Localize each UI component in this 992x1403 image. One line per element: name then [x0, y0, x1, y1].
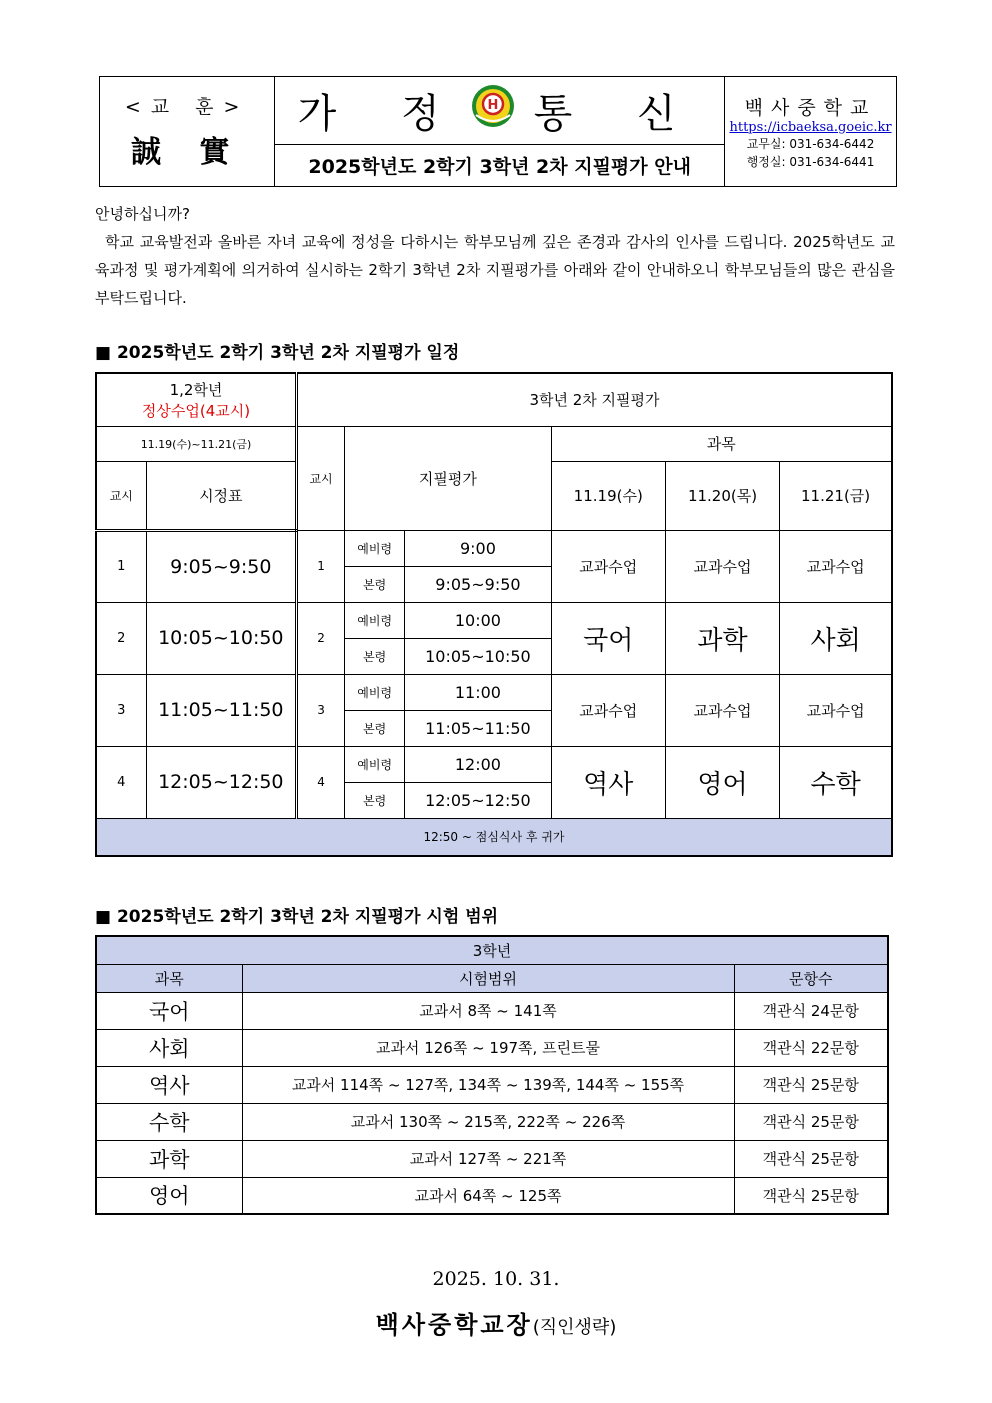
schedule-row [96, 602, 892, 638]
subject-cell: 교과수업 [780, 674, 892, 746]
scope-table [95, 935, 889, 1215]
scope-header-count: 문항수 [734, 964, 888, 992]
scope-section-title: ■ 2025학년도 2학기 3학년 2차 지필평가 시험 범위 [95, 907, 499, 927]
subject-cell: 국어 [551, 602, 665, 674]
g12-time: 11:05~11:50 [146, 674, 296, 746]
subject-cell: 교과수업 [780, 530, 892, 602]
scope-count: 객관식 25문항 [734, 1177, 888, 1214]
header-table [99, 76, 897, 187]
timetable-header: 시정표 [146, 461, 296, 530]
g12-note: 정상수업(4교시) [141, 401, 251, 420]
school-name: 백사중학교 [744, 96, 877, 119]
scope-range: 교과서 130쪽 ~ 215쪽, 222쪽 ~ 226쪽 [242, 1103, 734, 1140]
intro [95, 200, 895, 312]
motto-cell [100, 77, 275, 187]
main-time: 9:05~9:50 [405, 566, 551, 602]
g12-time: 12:05~12:50 [146, 746, 296, 818]
subject-cell: 영어 [665, 746, 779, 818]
subject-cell: 교과수업 [665, 530, 779, 602]
g12-period: 2 [96, 602, 146, 674]
subtitle: 2025학년도 2학기 3학년 2차 지필평가 안내 [275, 145, 725, 187]
subject-cell: 교과수업 [665, 674, 779, 746]
g3-title: 3학년 2차 지필평가 [297, 373, 893, 426]
scope-subject: 사회 [96, 1029, 242, 1066]
g3-period: 3 [297, 674, 345, 746]
subject-cell: 과학 [665, 602, 779, 674]
greeting: 안녕하십니까? [95, 205, 190, 223]
schedule-table [95, 372, 893, 857]
g12-period: 4 [96, 746, 146, 818]
g12-header [96, 373, 297, 426]
scope-header-range: 시험범위 [242, 964, 734, 992]
intro-body: 학교 교육발전과 올바른 자녀 교육에 정성을 다하시는 학부모님께 깊은 존경과 감사의 인사를 드립니다. 2025학년도 교육과정 및 평가계획에 의거하여 실시하는 2학기 3학년 2차 지필평가를 아래와 같이 안내하오니 학부모님들의 많은 관심을 부탁드립니다. [95, 233, 895, 307]
school-logo-icon [470, 83, 516, 139]
main-label: 본령 [345, 710, 405, 746]
scope-count: 객관식 25문항 [734, 1103, 888, 1140]
tel-admin: 행정실: 031-634-6441 [746, 154, 875, 169]
g12-period: 1 [96, 530, 146, 602]
main-label: 본령 [345, 638, 405, 674]
g12-dates: 11.19(수)~11.21(금) [96, 426, 297, 461]
signature: 백사중학교장 [375, 1310, 533, 1339]
schedule-row [96, 530, 892, 566]
prep-time: 9:00 [405, 530, 551, 566]
subject-cell: 역사 [551, 746, 665, 818]
title-right: 통 신 [533, 91, 702, 137]
subjects-header: 과목 [551, 426, 892, 461]
subject-cell: 교과수업 [551, 530, 665, 602]
prep-time: 10:00 [405, 602, 551, 638]
school-info-cell [725, 77, 897, 187]
scope-subject: 국어 [96, 992, 242, 1029]
table-row [96, 1177, 888, 1214]
day-3: 11.21(금) [780, 461, 892, 530]
day-1: 11.19(수) [551, 461, 665, 530]
schedule-row [96, 746, 892, 782]
exam-header: 지필평가 [345, 426, 552, 530]
table-row [96, 992, 888, 1029]
g12-period: 3 [96, 674, 146, 746]
scope-range: 교과서 126쪽 ~ 197쪽, 프린트물 [242, 1029, 734, 1066]
day-2: 11.20(목) [665, 461, 779, 530]
prep-label: 예비령 [345, 602, 405, 638]
main-time: 11:05~11:50 [405, 710, 551, 746]
main-label: 본령 [345, 566, 405, 602]
scope-subject: 수학 [96, 1103, 242, 1140]
issue-date: 2025. 10. 31. [432, 1268, 560, 1290]
subject-cell: 사회 [780, 602, 892, 674]
prep-time: 12:00 [405, 746, 551, 782]
scope-subject: 영어 [96, 1177, 242, 1214]
prep-time: 11:00 [405, 674, 551, 710]
scope-range: 교과서 127쪽 ~ 221쪽 [242, 1140, 734, 1177]
scope-count: 객관식 24문항 [734, 992, 888, 1029]
motto-label: <교 훈> [124, 96, 250, 118]
table-row [96, 1140, 888, 1177]
subject-cell: 수학 [780, 746, 892, 818]
g3-period: 4 [297, 746, 345, 818]
scope-header-subject: 과목 [96, 964, 242, 992]
schedule-section-title: ■ 2025학년도 2학기 3학년 2차 지필평가 일정 [95, 343, 460, 363]
prep-label: 예비령 [345, 674, 405, 710]
scope-grade: 3학년 [96, 936, 888, 964]
scope-count: 객관식 22문항 [734, 1029, 888, 1066]
g12-title: 1,2학년 [169, 380, 223, 399]
prep-label: 예비령 [345, 746, 405, 782]
motto: 誠 實 [130, 135, 244, 170]
table-row [96, 1103, 888, 1140]
table-row [96, 1066, 888, 1103]
scope-range: 교과서 114쪽 ~ 127쪽, 134쪽 ~ 139쪽, 144쪽 ~ 155쪽 [242, 1066, 734, 1103]
g3-period: 1 [297, 530, 345, 602]
g12-time: 9:05~9:50 [146, 530, 296, 602]
main-time: 10:05~10:50 [405, 638, 551, 674]
scope-range: 교과서 8쪽 ~ 141쪽 [242, 992, 734, 1029]
g3-period-header: 교시 [297, 426, 345, 530]
main-label: 본령 [345, 782, 405, 818]
prep-label: 예비령 [345, 530, 405, 566]
svg-text:H: H [487, 97, 499, 113]
tel-academic: 교무실: 031-634-6442 [746, 136, 875, 151]
g12-time: 10:05~10:50 [146, 602, 296, 674]
scope-count: 객관식 25문항 [734, 1066, 888, 1103]
title-cell [275, 77, 725, 145]
main-time: 12:05~12:50 [405, 782, 551, 818]
title-left: 가 정 [297, 91, 466, 137]
scope-range: 교과서 64쪽 ~ 125쪽 [242, 1177, 734, 1214]
schedule-footer: 12:50 ~ 점심식사 후 귀가 [96, 818, 892, 856]
table-row [96, 1029, 888, 1066]
signature-block [0, 1305, 992, 1340]
g12-period-header: 교시 [96, 461, 146, 530]
school-url-link[interactable]: https://icbaeksa.goeic.kr [729, 119, 892, 135]
scope-subject: 역사 [96, 1066, 242, 1103]
g3-period: 2 [297, 602, 345, 674]
scope-count: 객관식 25문항 [734, 1140, 888, 1177]
subject-cell: 교과수업 [551, 674, 665, 746]
signature-note: (직인생략) [532, 1317, 617, 1338]
scope-subject: 과학 [96, 1140, 242, 1177]
schedule-row [96, 674, 892, 710]
